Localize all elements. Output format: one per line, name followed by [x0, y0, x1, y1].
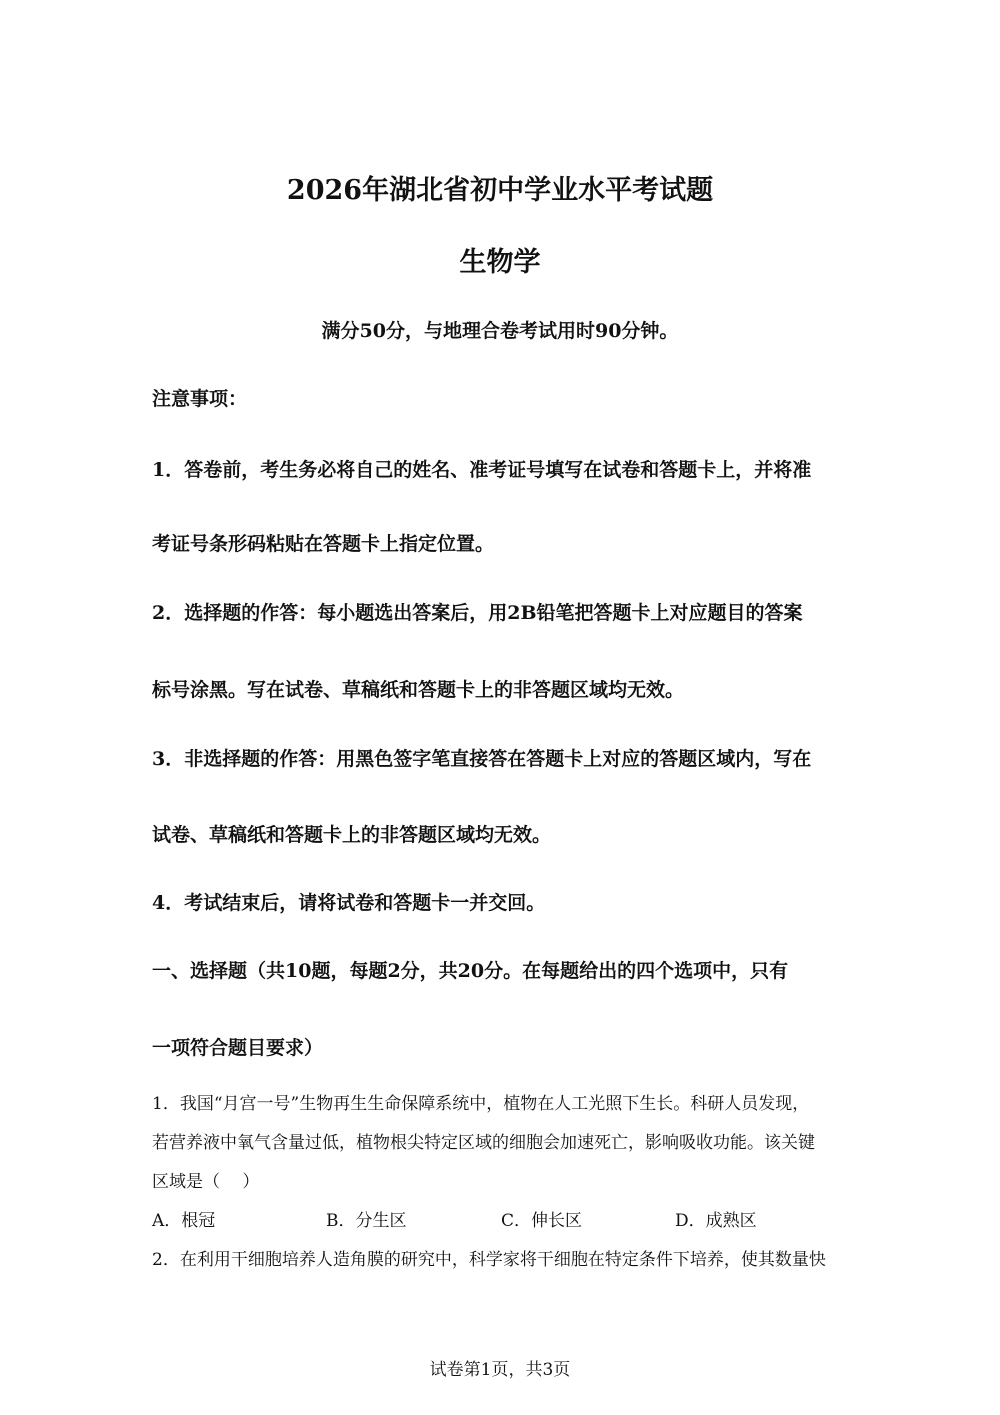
- notice-line: 标号涂黑。写在试卷、草稿纸和答题卡上的非答题区域均无效。: [152, 679, 685, 701]
- section-heading: 一、选择题（共10题，每题2分，共20分。在每题给出的四个选项中，只有: [152, 960, 789, 982]
- section-heading-cont: 一项符合题目要求）: [152, 1037, 324, 1059]
- exam-info: 满分50分，与地理合卷考试用时90分钟。: [321, 320, 679, 342]
- option-b: B．分生区: [326, 1211, 407, 1231]
- notice-line: 考证号条形码粘贴在答题卡上指定位置。: [152, 533, 495, 555]
- exam-title: 2026年湖北省初中学业水平考试题: [286, 175, 714, 206]
- question-1-line: 区域是（ ）: [152, 1172, 260, 1192]
- question-1-line: 1．我国“月宫一号”生物再生生命保障系统中，植物在人工光照下生长。科研人员发现，: [152, 1094, 810, 1114]
- notice-heading: 注意事项：: [152, 388, 248, 410]
- notice-line: 试卷、草稿纸和答题卡上的非答题区域均无效。: [152, 824, 552, 846]
- option-d: D．成熟区: [675, 1211, 757, 1231]
- page-footer: 试卷第1页，共3页: [429, 1360, 571, 1380]
- question-2-line: 2．在利用干细胞培养人造角膜的研究中，科学家将干细胞在特定条件下培养，使其数量快: [152, 1250, 826, 1270]
- notice-line: 2．选择题的作答：每小题选出答案后，用2B铅笔把答题卡上对应题目的答案: [152, 602, 803, 624]
- notice-line: 4．考试结束后，请将试卷和答题卡一并交回。: [152, 892, 546, 914]
- question-1-line: 若营养液中氧气含量过低，植物根尖特定区域的细胞会加速死亡，影响吸收功能。该关键: [152, 1133, 815, 1153]
- subject-title: 生物学: [459, 247, 541, 278]
- notice-line: 1．答卷前，考生务必将自己的姓名、准考证号填写在试卷和答题卡上，并将准: [152, 459, 812, 481]
- notice-line: 3．非选择题的作答：用黑色签字笔直接答在答题卡上对应的答题区域内，写在: [152, 748, 812, 770]
- option-a: A．根冠: [152, 1211, 216, 1231]
- option-c: C．伸长区: [501, 1211, 583, 1231]
